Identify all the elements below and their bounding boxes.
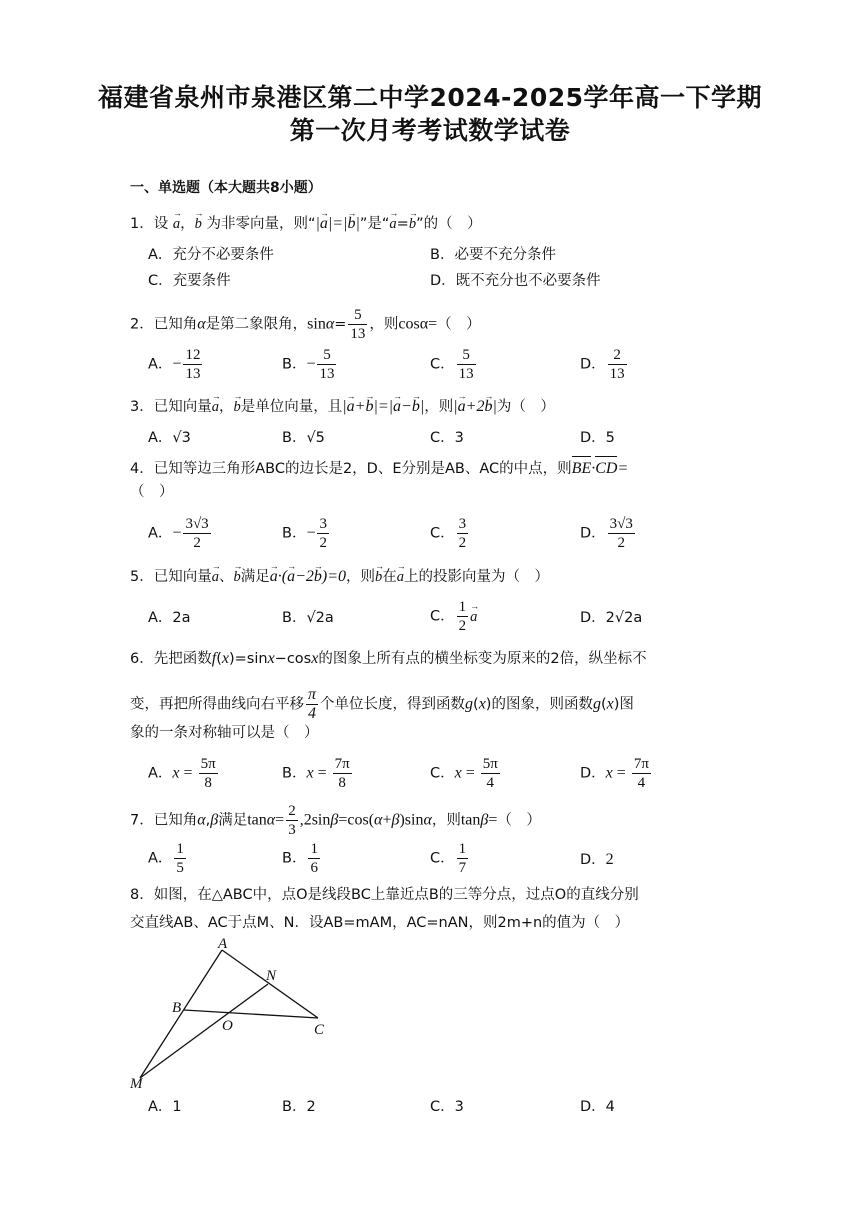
question-8-line-1: 8．如图，在△ABC中，点O是线段BC上靠近点B的三等分点，过点O的直线分别 <box>130 887 639 903</box>
question-4-option-b[interactable]: B．− $\frac{3}{2}$ <box>282 516 327 551</box>
question-7-option-d[interactable]: D．2 <box>580 851 614 868</box>
figure-label-c: C <box>314 1022 325 1038</box>
question-6-option-b[interactable]: B．x = $\frac{7\pi}{8}$ <box>282 756 350 791</box>
question-4-stem-cont: （ ） <box>130 484 174 500</box>
question-2-stem: 2．已知角α是第二象限角，sinα= $\frac{5}{13}$ ，则cosα=（ ） <box>130 307 481 342</box>
question-7-option-a[interactable]: A． $\frac{1}{5}$ <box>148 841 184 876</box>
section-heading: 一、单选题（本大题共8小题） <box>130 180 322 196</box>
figure-label-n: N <box>266 968 277 984</box>
figure-label-b: B <box>172 1000 182 1016</box>
question-6-option-d[interactable]: D．x = $\frac{7\pi}{4}$ <box>580 756 649 791</box>
question-1-option-c[interactable]: C．充要条件 <box>148 273 231 289</box>
title-line-1: 福建省泉州市泉港区第二中学2024-2025学年高一下学期 <box>97 83 763 112</box>
question-5-option-d[interactable]: D．2√2a <box>580 610 643 626</box>
question-8-option-d[interactable]: D．4 <box>580 1099 615 1115</box>
title-line-2: 第一次月考考试数学试卷 <box>289 116 571 145</box>
question-8-option-c[interactable]: C．3 <box>430 1099 464 1115</box>
question-3-option-d[interactable]: D．5 <box>580 430 615 446</box>
question-1-option-b[interactable]: B．必要不充分条件 <box>430 247 556 263</box>
question-3-option-c[interactable]: C．3 <box>430 430 464 446</box>
question-3-stem: 3．已知向量→ a，→ b是单位向量，且|→ a+→ b|=|→ a−→ b|，则|→ a+2→ b|为（ ） <box>130 396 555 418</box>
question-6-line-2: 变，再把所得曲线向右平移 $\frac{\pi}{4}$ 个单位长度，得到函数g(x)的图象，则函数g(x)图 <box>130 686 634 722</box>
question-6-line-3: 象的一条对称轴可以是（ ） <box>130 725 319 741</box>
question-4-option-d[interactable]: D． $\frac{3√3}{2}$ <box>580 516 633 551</box>
question-5-stem: 5．已知向量→ a、→ b满足→ a·(→ a−2→ b)=0，则→ b在→ a上的投影向量为（ ） <box>130 566 549 588</box>
figure-label-a: A <box>218 938 228 952</box>
figure-label-o: O <box>222 1018 233 1034</box>
question-7-option-b[interactable]: B． $\frac{1}{6}$ <box>282 841 318 876</box>
question-2-option-b[interactable]: B．− $\frac{5}{13}$ <box>282 347 335 382</box>
question-3-option-b[interactable]: B．√5 <box>282 430 325 446</box>
question-5-option-a[interactable]: A．2a <box>148 610 191 626</box>
question-8-line-2: 交直线AB、AC于点M、N．设AB=mAM，AC=nAN，则2m+n的值为（ ） <box>130 915 630 931</box>
question-2-option-d[interactable]: D． $\frac{2}{13}$ <box>580 347 625 382</box>
question-3-option-a[interactable]: A．√3 <box>148 430 191 446</box>
question-6-option-c[interactable]: C．x = $\frac{5\pi}{4}$ <box>430 756 498 791</box>
question-5-option-b[interactable]: B．√2a <box>282 610 334 626</box>
question-6-option-a[interactable]: A．x = $\frac{5\pi}{8}$ <box>148 756 216 791</box>
question-7-option-c[interactable]: C． $\frac{1}{7}$ <box>430 841 467 876</box>
triangle-figure <box>128 938 338 1088</box>
question-4-option-c[interactable]: C． $\frac{3}{2}$ <box>430 516 467 551</box>
question-7-stem: 7．已知角α,β满足tanα= $\frac{2}{3}$ ,2sinβ=cos(α+β)sinα，则tanβ=（ ） <box>130 803 541 838</box>
question-6-line-1: 6．先把函数f(x)=sinx−cosx的图象上所有点的横坐标变为原来的2倍，纵坐标不 <box>130 650 647 667</box>
question-1-option-a[interactable]: A．充分不必要条件 <box>148 247 274 263</box>
question-4-option-a[interactable]: A．− $\frac{3√3}{2}$ <box>148 516 209 551</box>
question-1-stem: 1．设 → a，→ b 为非零向量，则“|→ a|=|→ b|”是“→ a=→ b”的（ ） <box>130 213 482 235</box>
question-5-option-c[interactable]: C． $\frac{1}{2}$ → a <box>430 598 477 635</box>
question-8-option-a[interactable]: A．1 <box>148 1099 182 1115</box>
question-2-option-a[interactable]: A．− $\frac{12}{13}$ <box>148 347 201 382</box>
question-2-option-c[interactable]: C． $\frac{5}{13}$ <box>430 347 474 382</box>
question-8-option-b[interactable]: B．2 <box>282 1099 316 1115</box>
figure-label-m: M <box>130 1076 143 1088</box>
question-1-option-d[interactable]: D．既不充分也不必要条件 <box>430 273 601 289</box>
question-4-stem: 4．已知等边三角形ABC的边长是2，D、E分别是AB、AC的中点，则BE·CD= <box>130 456 628 480</box>
